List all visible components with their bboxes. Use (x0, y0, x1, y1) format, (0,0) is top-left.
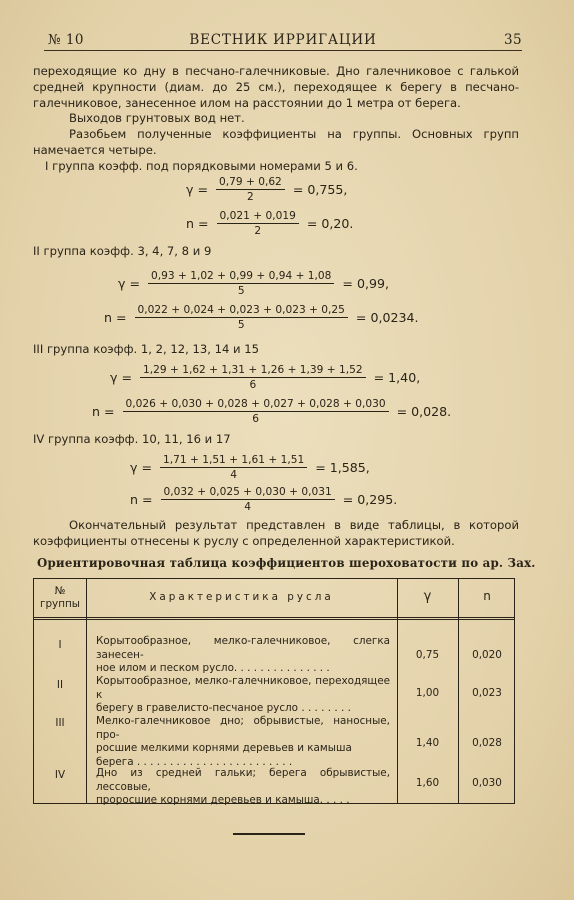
header-characteristic: Характеристика русла (149, 591, 334, 603)
desc-line: берега . . . . . . . . . . . . . . . . . . . . . . . . (96, 755, 293, 768)
formula-gamma-group-1 (186, 176, 347, 203)
group-label: I группа коэфф. под порядковыми номерами 5 и 6. (45, 158, 358, 173)
header-group (34, 585, 86, 611)
fraction (217, 210, 299, 237)
text-line: Выходов грунтовых вод нет. (69, 111, 245, 126)
fraction (160, 454, 307, 481)
denominator: 5 (237, 319, 245, 331)
desc-line: росшие мелкими корнями деревьев и камыша (96, 742, 352, 754)
desc-line: ное илом и песком русло. . . . . . . . . . . . . . . (96, 662, 330, 674)
row-gamma: 1,60 (415, 777, 440, 789)
numerator: 0,032 + 0,025 + 0,030 + 0,031 (161, 486, 335, 500)
roughness-table (33, 578, 515, 804)
desc-line: Корытообразное, мелко-галечниковое, переходящее к (96, 675, 390, 701)
desc-line: Корытообразное, мелко-галечниковое, слегка занесен- (96, 635, 390, 661)
denominator: 2 (254, 225, 262, 237)
header-group-line: группы (40, 598, 80, 610)
group-label-2: II группа коэфф. 3, 4, 7, 8 и 9 (33, 244, 212, 258)
page-header (44, 32, 522, 50)
row-gamma: 0,75 (415, 649, 440, 661)
numerator: 0,93 + 1,02 + 0,99 + 0,94 + 1,08 (148, 270, 334, 284)
header-rule (44, 50, 522, 51)
formula-n-group-4 (130, 486, 397, 513)
formula-result: = 0,0234. (355, 310, 419, 325)
formula-n-group-3 (92, 398, 451, 425)
numerator: 0,026 + 0,030 + 0,028 + 0,027 + 0,028 + 0,030 (123, 398, 389, 412)
denominator: 6 (249, 379, 257, 391)
row-characteristic (96, 715, 390, 769)
desc-line: берегу в гравелисто-песчаное русло . . . . . . . . (96, 702, 351, 714)
row-gamma: 1,00 (415, 687, 440, 699)
text-line: намечается четыре. (33, 142, 157, 157)
formula-result: = 0,295. (342, 492, 398, 507)
text-line: переходящие ко дну в песчано-галечниковые. Дно галечниковое с галькой (33, 64, 519, 78)
formula-gamma-group-3 (110, 364, 420, 391)
row-group: II (56, 679, 64, 691)
header-group-line: № (54, 585, 66, 597)
row-n: 0,030 (472, 777, 502, 789)
formula-lhs: n = (92, 404, 115, 419)
table-title: Ориентировочная таблица коэффициентов шероховатости по ар. Зах. (37, 556, 536, 570)
row-characteristic (96, 635, 390, 676)
formula-lhs: γ = (130, 460, 153, 475)
issue-number: № 10 (48, 32, 84, 48)
numerator: 0,021 + 0,019 (217, 210, 299, 224)
row-characteristic (96, 675, 390, 716)
group-label-3: III группа коэфф. 1, 2, 12, 13, 14 и 15 (33, 342, 260, 356)
row-gamma: 1,40 (415, 737, 440, 749)
row-characteristic (96, 767, 390, 808)
formula-result: = 0,755, (292, 182, 348, 197)
row-n: 0,028 (472, 737, 502, 749)
formula-lhs: n = (130, 492, 153, 507)
formula-result: = 0,20. (306, 216, 354, 231)
formula-gamma-group-4 (130, 454, 370, 481)
fraction (140, 364, 366, 391)
formula-n-group-2 (104, 304, 419, 331)
formula-lhs: γ = (110, 370, 133, 385)
numerator: 0,79 + 0,62 (216, 176, 285, 190)
formula-lhs: n = (186, 216, 209, 231)
group-label-4: IV группа коэфф. 10, 11, 16 и 17 (33, 432, 231, 446)
numerator: 0,022 + 0,024 + 0,023 + 0,023 + 0,25 (135, 304, 348, 318)
header-gamma: γ (423, 589, 432, 604)
row-n: 0,020 (472, 649, 502, 661)
column-divider (86, 579, 87, 803)
formula-lhs: n = (104, 310, 127, 325)
formula-result: = 1,40, (373, 370, 421, 385)
journal-title: ВЕСТНИК ИРРИГАЦИИ (189, 32, 377, 48)
fraction (123, 398, 389, 425)
intro-paragraph (33, 64, 519, 175)
numerator: 1,71 + 1,51 + 1,61 + 1,51 (160, 454, 307, 468)
desc-line: Мелко-галечниковое дно; обрывистые, наносные, про- (96, 715, 390, 741)
header-divider (34, 617, 514, 620)
text-line: галечниковое, занесенное илом на расстоянии до 1 метра от берега. (33, 95, 461, 110)
conclusion-paragraph (33, 518, 519, 550)
row-group: I (58, 639, 62, 651)
text-line: коэффициенты отнесены к руслу с определенной характеристикой. (33, 533, 455, 548)
row-group: IV (54, 769, 66, 781)
denominator: 6 (252, 413, 259, 425)
formula-lhs: γ = (118, 276, 141, 291)
formula-gamma-group-2 (118, 270, 389, 297)
formula-result: = 0,028. (396, 404, 452, 419)
formula-n-group-1 (186, 210, 353, 237)
denominator: 2 (247, 191, 254, 203)
formula-result: = 0,99, (342, 276, 390, 291)
fraction (161, 486, 335, 513)
end-rule (233, 833, 305, 835)
fraction (148, 270, 334, 297)
denominator: 4 (230, 469, 237, 481)
desc-line: Дно из средней гальки; берега обрывистые, лессовые, (96, 767, 390, 793)
header-n: n (483, 589, 491, 603)
formula-result: = 1,585, (315, 460, 370, 475)
row-group: III (55, 717, 65, 729)
fraction (216, 176, 285, 203)
desc-line: проросшие корнями деревьев и камыша. . . . . (96, 794, 350, 806)
fraction (135, 304, 348, 331)
text-line: средней крупности (диам. до 25 см.), переходящее к берегу в песчано- (33, 79, 519, 94)
text-line: Разобьем полученные коэффициенты на группы. Основных групп (69, 127, 519, 142)
denominator: 5 (237, 285, 245, 297)
denominator: 4 (244, 501, 251, 513)
page-number: 35 (504, 32, 522, 48)
row-n: 0,023 (472, 687, 502, 699)
formula-lhs: γ = (186, 182, 209, 197)
numerator: 1,29 + 1,62 + 1,31 + 1,26 + 1,39 + 1,52 (140, 364, 366, 378)
text-line: Окончательный результат представлен в виде таблицы, в которой (69, 518, 519, 532)
